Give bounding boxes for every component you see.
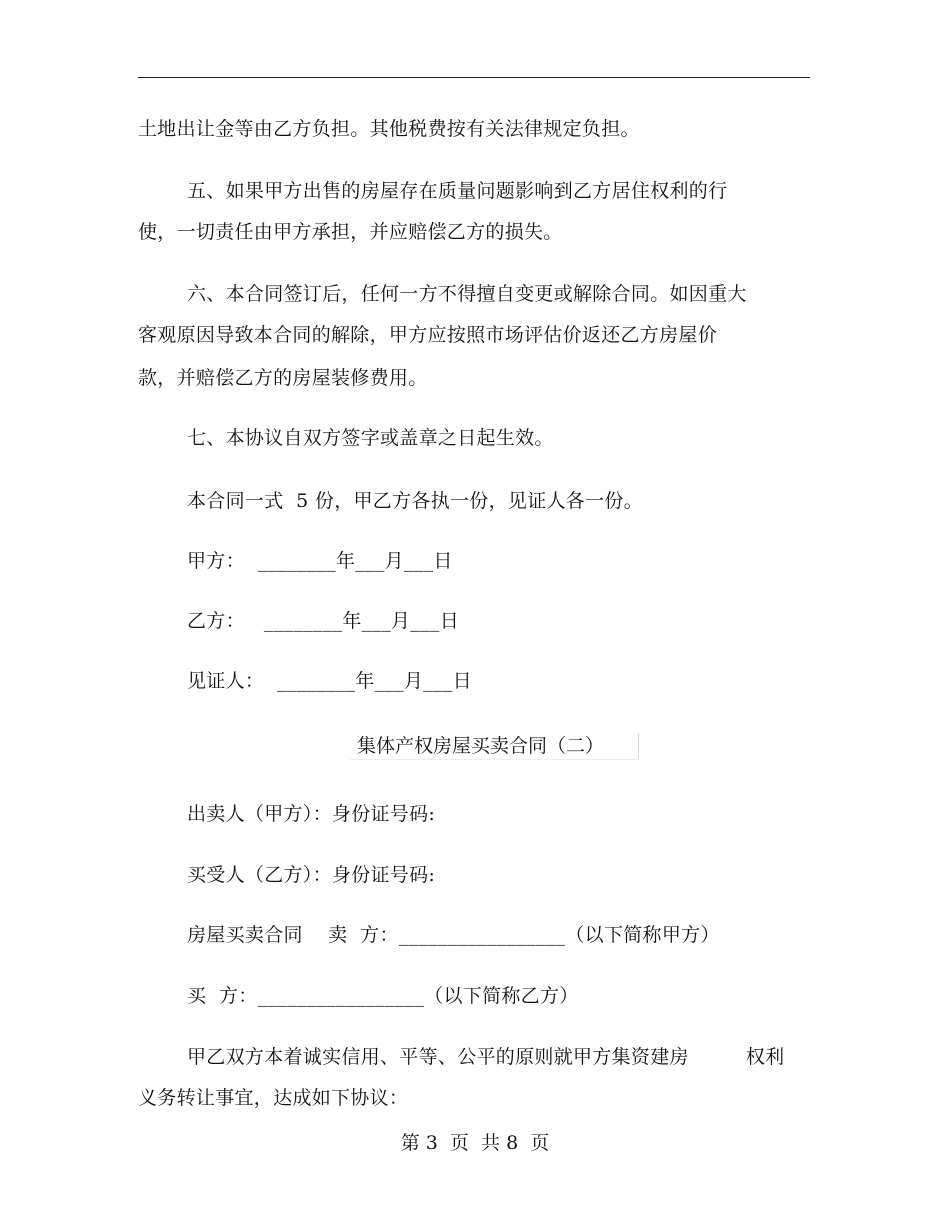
preamble-line-1: 甲乙双方本着诚实信用、平等、公平的原则就甲方集资建房 权利 <box>187 1046 785 1068</box>
clause-5-line-1: 五、如果甲方出售的房屋存在质量问题影响到乙方居住权利的行 <box>187 180 728 202</box>
clause-4-continuation: 土地出让金等由乙方负担。其他税费按有关法律规定负担。 <box>138 118 640 140</box>
clause-7: 七、本协议自双方签字或盖章之日起生效。 <box>187 427 554 449</box>
clause-5-line-2: 使，一切责任由甲方承担，并应赔偿乙方的损失。 <box>138 221 563 243</box>
party-a-signature-line: 甲方： ________年___月___日 <box>187 550 453 572</box>
buyer-id-line: 买受人（乙方）：身份证号码: <box>187 864 436 886</box>
header-rule <box>138 77 810 78</box>
clause-6-line-3: 款，并赔偿乙方的房屋装修费用。 <box>138 367 428 389</box>
buyer-name-line: 买 方：_________________（以下简称乙方） <box>187 985 579 1007</box>
copies-note: 本合同一式 5 份，甲乙方各执一份，见证人各一份。 <box>187 490 644 512</box>
seller-name-line: 房屋买卖合同 卖 方：_________________（以下简称甲方） <box>187 924 720 946</box>
preamble-line-2: 义务转让事宜，达成如下协议： <box>138 1087 409 1109</box>
witness-signature-line: 见证人： ________年___月___日 <box>187 670 472 692</box>
section-title: 集体产权房屋买卖合同（二） <box>357 735 605 757</box>
page-number-footer: 第 3 页 共 8 页 <box>400 1132 550 1154</box>
clause-6-line-2: 客观原因导致本合同的解除，甲方应按照市场评估价返还乙方房屋价 <box>138 324 718 346</box>
clause-6-line-1: 六、本合同签订后，任何一方不得擅自变更或解除合同。如因重大 <box>187 283 747 305</box>
seller-id-line: 出卖人（甲方）：身份证号码: <box>187 803 436 825</box>
party-b-signature-line: 乙方： ________年___月___日 <box>187 610 460 632</box>
